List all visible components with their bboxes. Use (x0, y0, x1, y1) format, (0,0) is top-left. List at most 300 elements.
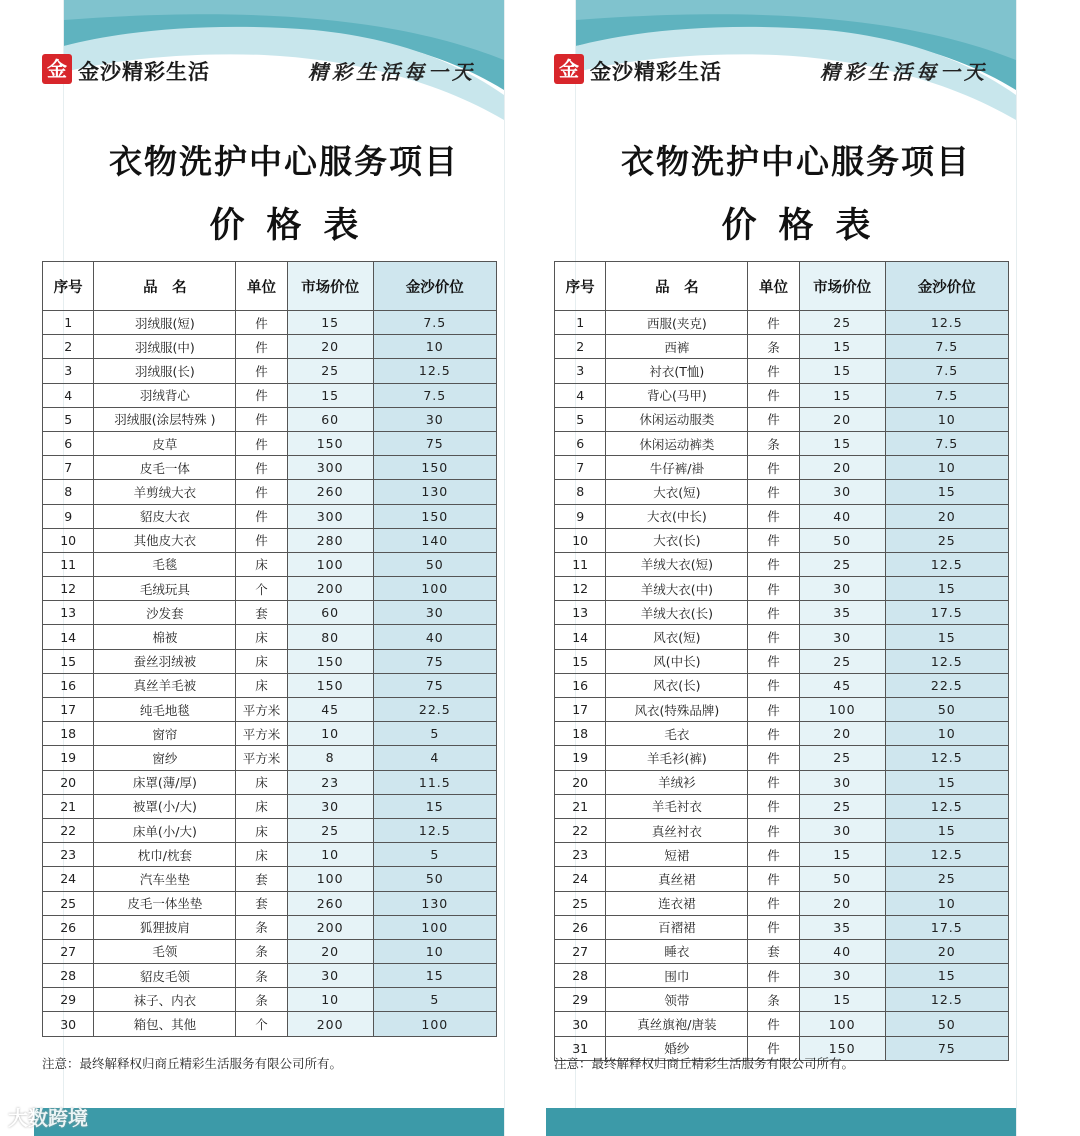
table-row (43, 843, 497, 867)
header (559, 52, 1016, 88)
cell-unit: 件 (236, 407, 287, 431)
table-row (555, 383, 1009, 407)
cell-market-price: 25 (799, 746, 885, 770)
cell-item-name: 皮毛一体 (94, 456, 236, 480)
cell-unit: 件 (748, 770, 799, 794)
cell-jinsha-price: 130 (373, 891, 496, 915)
cell-item-name: 真丝裙 (606, 867, 748, 891)
table-row (555, 359, 1009, 383)
cell-index: 25 (43, 891, 94, 915)
cell-unit: 条 (236, 915, 287, 939)
cell-item-name: 羊毛衫(裤) (606, 746, 748, 770)
cell-jinsha-price: 5 (373, 843, 496, 867)
cell-unit: 件 (236, 456, 287, 480)
cell-unit: 件 (748, 843, 799, 867)
page-subtitle: 价格表 (721, 206, 893, 246)
cell-jinsha-price: 30 (373, 601, 496, 625)
table-row (43, 383, 497, 407)
cell-jinsha-price: 50 (885, 1012, 1008, 1036)
cell-jinsha-price: 4 (373, 746, 496, 770)
table-row (43, 431, 497, 455)
cell-market-price: 30 (799, 818, 885, 842)
cell-jinsha-price: 22.5 (885, 673, 1008, 697)
cell-item-name: 袜子、内衣 (94, 988, 236, 1012)
cell-market-price: 260 (287, 891, 373, 915)
table-row (555, 311, 1009, 335)
cell-index: 1 (555, 311, 606, 335)
cell-market-price: 100 (799, 698, 885, 722)
cell-unit: 床 (236, 625, 287, 649)
cell-item-name: 大衣(长) (606, 528, 748, 552)
cell-unit: 件 (748, 504, 799, 528)
cell-item-name: 真丝衬衣 (606, 818, 748, 842)
footer-bar (34, 1108, 504, 1136)
col-header-index: 序号 (555, 262, 606, 311)
cell-unit: 件 (748, 383, 799, 407)
cell-unit: 平方米 (236, 722, 287, 746)
cell-unit: 条 (748, 335, 799, 359)
cell-unit: 床 (236, 673, 287, 697)
cell-index: 21 (555, 794, 606, 818)
cell-jinsha-price: 7.5 (885, 431, 1008, 455)
cell-jinsha-price: 150 (373, 456, 496, 480)
cell-jinsha-price: 50 (373, 552, 496, 576)
cell-unit: 件 (236, 431, 287, 455)
cell-item-name: 真丝旗袍/唐装 (606, 1012, 748, 1036)
cell-market-price: 45 (799, 673, 885, 697)
cell-item-name: 被罩(小/大) (94, 794, 236, 818)
cell-item-name: 婚纱 (606, 1036, 748, 1060)
cell-index: 18 (43, 722, 94, 746)
slogan: 精彩生活每一天 (308, 60, 476, 84)
cell-jinsha-price: 12.5 (885, 552, 1008, 576)
cell-unit: 件 (748, 601, 799, 625)
cell-jinsha-price: 5 (373, 988, 496, 1012)
cell-market-price: 30 (287, 964, 373, 988)
cell-market-price: 30 (799, 480, 885, 504)
cell-market-price: 10 (287, 988, 373, 1012)
cell-unit: 套 (748, 939, 799, 963)
cell-jinsha-price: 7.5 (373, 311, 496, 335)
col-header-name: 品 名 (606, 262, 748, 311)
table-row (555, 746, 1009, 770)
col-header-jinsha-price: 金沙价位 (885, 262, 1008, 311)
cell-jinsha-price: 15 (885, 770, 1008, 794)
cell-jinsha-price: 12.5 (885, 843, 1008, 867)
table-row (555, 964, 1009, 988)
cell-item-name: 毛领 (94, 939, 236, 963)
cell-market-price: 25 (287, 818, 373, 842)
cell-market-price: 8 (287, 746, 373, 770)
cell-unit: 床 (236, 818, 287, 842)
cell-item-name: 羽绒背心 (94, 383, 236, 407)
table-row (43, 770, 497, 794)
cell-item-name: 羽绒服(中) (94, 335, 236, 359)
cell-index: 23 (555, 843, 606, 867)
cell-unit: 个 (236, 1012, 287, 1036)
table-row (555, 939, 1009, 963)
price-table-left (42, 261, 497, 1037)
cell-index: 31 (555, 1036, 606, 1060)
cell-unit: 件 (748, 964, 799, 988)
page-subtitle: 价格表 (209, 206, 381, 246)
cell-market-price: 150 (799, 1036, 885, 1060)
cell-item-name: 羊绒衫 (606, 770, 748, 794)
cell-unit: 件 (748, 915, 799, 939)
cell-unit: 平方米 (236, 746, 287, 770)
table-row (43, 818, 497, 842)
cell-jinsha-price: 15 (885, 818, 1008, 842)
cell-jinsha-price: 22.5 (373, 698, 496, 722)
cell-index: 17 (43, 698, 94, 722)
page-title: 衣物洗护中心服务项目 (109, 142, 459, 181)
cell-unit: 条 (748, 988, 799, 1012)
table-row (555, 988, 1009, 1012)
table-header-row (43, 262, 497, 311)
table-row (555, 867, 1009, 891)
cell-index: 7 (43, 456, 94, 480)
cell-jinsha-price: 140 (373, 528, 496, 552)
cell-index: 22 (555, 818, 606, 842)
cell-unit: 床 (236, 843, 287, 867)
cell-jinsha-price: 7.5 (885, 383, 1008, 407)
cell-market-price: 15 (799, 359, 885, 383)
cell-index: 26 (43, 915, 94, 939)
cell-index: 22 (43, 818, 94, 842)
table-row (43, 867, 497, 891)
cell-item-name: 狐狸披肩 (94, 915, 236, 939)
table-body (43, 311, 497, 1037)
cell-item-name: 大衣(中长) (606, 504, 748, 528)
cell-market-price: 30 (799, 625, 885, 649)
table-row (43, 939, 497, 963)
cell-item-name: 床单(小/大) (94, 818, 236, 842)
cell-jinsha-price: 12.5 (885, 746, 1008, 770)
col-header-unit: 单位 (748, 262, 799, 311)
cell-market-price: 25 (287, 359, 373, 383)
cell-index: 28 (43, 964, 94, 988)
watermark: 大数跨境 (8, 1106, 88, 1130)
cell-market-price: 15 (287, 311, 373, 335)
cell-index: 6 (43, 431, 94, 455)
table-row (555, 456, 1009, 480)
cell-market-price: 15 (799, 843, 885, 867)
cell-market-price: 30 (287, 794, 373, 818)
cell-item-name: 箱包、其他 (94, 1012, 236, 1036)
cell-index: 15 (43, 649, 94, 673)
cell-market-price: 260 (287, 480, 373, 504)
table-row (555, 915, 1009, 939)
brand-logo: 金 (42, 54, 72, 84)
cell-market-price: 15 (799, 335, 885, 359)
cell-item-name: 羊绒大衣(长) (606, 601, 748, 625)
cell-market-price: 20 (799, 722, 885, 746)
cell-market-price: 300 (287, 456, 373, 480)
cell-item-name: 百褶裙 (606, 915, 748, 939)
cell-jinsha-price: 20 (885, 939, 1008, 963)
cell-market-price: 200 (287, 577, 373, 601)
table-header-row (555, 262, 1009, 311)
cell-market-price: 25 (799, 311, 885, 335)
cell-item-name: 牛仔裤/褂 (606, 456, 748, 480)
table-row (555, 528, 1009, 552)
cell-index: 9 (43, 504, 94, 528)
table-row (43, 722, 497, 746)
header (47, 52, 504, 88)
cell-index: 27 (555, 939, 606, 963)
cell-index: 19 (555, 746, 606, 770)
cell-unit: 平方米 (236, 698, 287, 722)
col-header-market-price: 市场价位 (799, 262, 885, 311)
cell-market-price: 20 (799, 407, 885, 431)
cell-market-price: 30 (799, 964, 885, 988)
cell-item-name: 休闲运动服类 (606, 407, 748, 431)
cell-market-price: 100 (799, 1012, 885, 1036)
cell-market-price: 50 (799, 867, 885, 891)
cell-market-price: 40 (799, 504, 885, 528)
footer-bar (546, 1108, 1016, 1136)
cell-unit: 件 (236, 359, 287, 383)
cell-market-price: 200 (287, 1012, 373, 1036)
disclaimer-note: 注意：最终解释权归商丘精彩生活服务有限公司所有。 (42, 1056, 343, 1071)
cell-unit: 件 (748, 577, 799, 601)
cell-index: 13 (43, 601, 94, 625)
cell-unit: 件 (236, 311, 287, 335)
disclaimer-note: 注意：最终解释权归商丘精彩生活服务有限公司所有。 (554, 1056, 855, 1071)
cell-item-name: 西服(夹克) (606, 311, 748, 335)
cell-unit: 件 (748, 698, 799, 722)
table-row (43, 698, 497, 722)
cell-index: 10 (43, 528, 94, 552)
cell-unit: 件 (236, 480, 287, 504)
cell-index: 20 (43, 770, 94, 794)
cell-market-price: 10 (287, 843, 373, 867)
table-row (555, 770, 1009, 794)
cell-item-name: 羽绒服(长) (94, 359, 236, 383)
cell-unit: 件 (236, 335, 287, 359)
cell-index: 24 (555, 867, 606, 891)
cell-index: 1 (43, 311, 94, 335)
cell-jinsha-price: 30 (373, 407, 496, 431)
cell-item-name: 风衣(短) (606, 625, 748, 649)
cell-index: 20 (555, 770, 606, 794)
cell-market-price: 15 (799, 383, 885, 407)
table-row (43, 552, 497, 576)
cell-item-name: 枕巾/枕套 (94, 843, 236, 867)
cell-index: 11 (43, 552, 94, 576)
cell-jinsha-price: 100 (373, 1012, 496, 1036)
table-row (43, 504, 497, 528)
brand-name: 金沙精彩生活 (590, 60, 722, 84)
cell-unit: 件 (748, 625, 799, 649)
cell-index: 5 (43, 407, 94, 431)
table-row (43, 988, 497, 1012)
cell-item-name: 风衣(特殊品牌) (606, 698, 748, 722)
cell-unit: 件 (748, 794, 799, 818)
cell-unit: 件 (748, 311, 799, 335)
table-row (43, 794, 497, 818)
cell-index: 3 (555, 359, 606, 383)
cell-item-name: 毛毯 (94, 552, 236, 576)
cell-market-price: 15 (799, 988, 885, 1012)
cell-unit: 件 (236, 528, 287, 552)
cell-market-price: 30 (799, 577, 885, 601)
cell-index: 28 (555, 964, 606, 988)
brand-name: 金沙精彩生活 (78, 60, 210, 84)
cell-market-price: 25 (799, 552, 885, 576)
col-header-market-price: 市场价位 (287, 262, 373, 311)
cell-index: 26 (555, 915, 606, 939)
cell-jinsha-price: 15 (885, 625, 1008, 649)
cell-unit: 件 (748, 818, 799, 842)
cell-jinsha-price: 75 (373, 673, 496, 697)
cell-jinsha-price: 20 (885, 504, 1008, 528)
cell-jinsha-price: 10 (373, 335, 496, 359)
cell-index: 8 (555, 480, 606, 504)
table-row (43, 673, 497, 697)
table-row (555, 407, 1009, 431)
cell-market-price: 20 (799, 456, 885, 480)
cell-unit: 条 (236, 964, 287, 988)
cell-jinsha-price: 50 (885, 698, 1008, 722)
cell-unit: 件 (748, 673, 799, 697)
cell-unit: 套 (236, 867, 287, 891)
cell-index: 16 (43, 673, 94, 697)
table-row (555, 673, 1009, 697)
cell-unit: 套 (236, 891, 287, 915)
cell-jinsha-price: 50 (373, 867, 496, 891)
cell-jinsha-price: 5 (373, 722, 496, 746)
cell-index: 4 (43, 383, 94, 407)
cell-market-price: 15 (287, 383, 373, 407)
table-row (43, 480, 497, 504)
price-board-right (554, 0, 1016, 1136)
table-row (555, 698, 1009, 722)
cell-unit: 件 (748, 1012, 799, 1036)
cell-index: 16 (555, 673, 606, 697)
cell-item-name: 背心(马甲) (606, 383, 748, 407)
table-row (43, 528, 497, 552)
brand-logo: 金 (554, 54, 584, 84)
cell-jinsha-price: 10 (885, 891, 1008, 915)
cell-jinsha-price: 15 (885, 577, 1008, 601)
cell-jinsha-price: 10 (885, 407, 1008, 431)
cell-unit: 床 (236, 794, 287, 818)
cell-unit: 件 (748, 456, 799, 480)
cell-unit: 件 (748, 480, 799, 504)
table-row (43, 1012, 497, 1036)
cell-market-price: 45 (287, 698, 373, 722)
cell-jinsha-price: 10 (885, 722, 1008, 746)
cell-jinsha-price: 10 (373, 939, 496, 963)
cell-item-name: 风(中长) (606, 649, 748, 673)
cell-jinsha-price: 12.5 (373, 818, 496, 842)
cell-item-name: 窗纱 (94, 746, 236, 770)
table-row (43, 649, 497, 673)
cell-market-price: 300 (287, 504, 373, 528)
cell-jinsha-price: 12.5 (373, 359, 496, 383)
cell-jinsha-price: 40 (373, 625, 496, 649)
cell-index: 27 (43, 939, 94, 963)
cell-item-name: 蚕丝羽绒被 (94, 649, 236, 673)
cell-market-price: 80 (287, 625, 373, 649)
cell-item-name: 羊绒大衣(中) (606, 577, 748, 601)
cell-item-name: 毛绒玩具 (94, 577, 236, 601)
table-row (43, 915, 497, 939)
cell-market-price: 100 (287, 867, 373, 891)
cell-index: 14 (43, 625, 94, 649)
cell-market-price: 40 (799, 939, 885, 963)
cell-item-name: 汽车坐垫 (94, 867, 236, 891)
cell-unit: 床 (236, 552, 287, 576)
cell-unit: 条 (236, 988, 287, 1012)
cell-item-name: 短裙 (606, 843, 748, 867)
cell-market-price: 150 (287, 649, 373, 673)
cell-jinsha-price: 12.5 (885, 311, 1008, 335)
cell-unit: 件 (748, 867, 799, 891)
cell-item-name: 床罩(薄/厚) (94, 770, 236, 794)
cell-item-name: 风衣(长) (606, 673, 748, 697)
cell-index: 12 (43, 577, 94, 601)
table-row (555, 552, 1009, 576)
table-row (555, 794, 1009, 818)
cell-index: 8 (43, 480, 94, 504)
cell-jinsha-price: 15 (885, 480, 1008, 504)
cell-index: 15 (555, 649, 606, 673)
cell-index: 30 (43, 1012, 94, 1036)
table-row (555, 431, 1009, 455)
slogan: 精彩生活每一天 (820, 60, 988, 84)
cell-market-price: 200 (287, 915, 373, 939)
cell-jinsha-price: 100 (373, 577, 496, 601)
table-row (43, 335, 497, 359)
cell-index: 11 (555, 552, 606, 576)
cell-index: 7 (555, 456, 606, 480)
cell-item-name: 真丝羊毛被 (94, 673, 236, 697)
table-row (43, 964, 497, 988)
cell-market-price: 25 (799, 794, 885, 818)
cell-item-name: 连衣裙 (606, 891, 748, 915)
cell-unit: 件 (748, 552, 799, 576)
cell-jinsha-price: 25 (885, 867, 1008, 891)
cell-item-name: 羽绒服(短) (94, 311, 236, 335)
cell-item-name: 睡衣 (606, 939, 748, 963)
cell-index: 24 (43, 867, 94, 891)
cell-item-name: 羽绒服(涂层特殊 ) (94, 407, 236, 431)
table-row (43, 407, 497, 431)
cell-item-name: 围巾 (606, 964, 748, 988)
cell-index: 23 (43, 843, 94, 867)
table-row (43, 891, 497, 915)
cell-unit: 套 (236, 601, 287, 625)
cell-unit: 条 (236, 939, 287, 963)
cell-index: 2 (555, 335, 606, 359)
cell-index: 29 (43, 988, 94, 1012)
table-row (43, 577, 497, 601)
cell-jinsha-price: 17.5 (885, 915, 1008, 939)
cell-unit: 件 (236, 504, 287, 528)
table-row (43, 456, 497, 480)
cell-jinsha-price: 7.5 (885, 335, 1008, 359)
cell-index: 29 (555, 988, 606, 1012)
cell-index: 21 (43, 794, 94, 818)
cell-index: 2 (43, 335, 94, 359)
cell-jinsha-price: 15 (885, 964, 1008, 988)
col-header-unit: 单位 (236, 262, 287, 311)
cell-market-price: 30 (799, 770, 885, 794)
cell-jinsha-price: 7.5 (373, 383, 496, 407)
table-row (43, 311, 497, 335)
